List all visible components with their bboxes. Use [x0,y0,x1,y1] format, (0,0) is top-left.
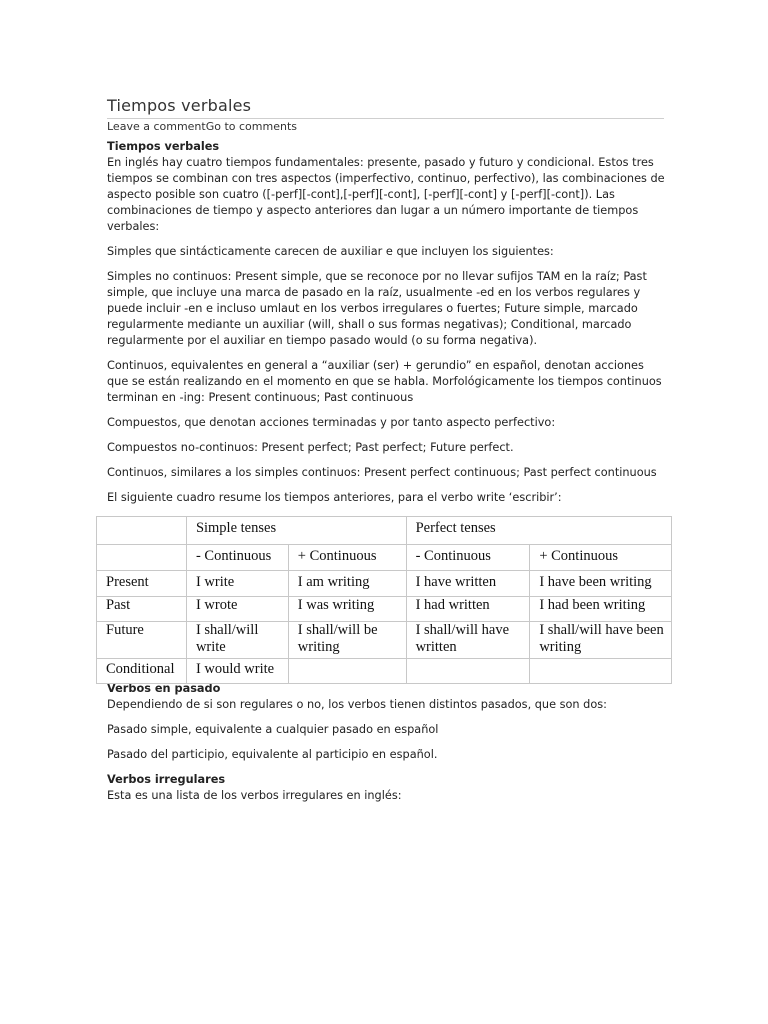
verb-tenses-table [96,516,672,684]
section-heading: Tiempos verbales [107,140,220,153]
row-label: Present [97,571,187,597]
table-cell: I have been writing [530,571,672,597]
table-group-header: Simple tenses [186,517,406,545]
post-title: Tiempos verbales [107,96,252,115]
paragraph: Esta es una lista de los verbos irregulares en inglés: [107,789,402,802]
table-cell: I had written [406,597,530,622]
paragraph: Simples no continuos: Present simple, que se reconoce por no llevar sufijos TAM en la raíz; Past simple, que incluye una marca de pasado en la raíz, usualmente -ed en los verbos regulares y puede incluir -en e incluso umlaut en los verbos irregulares o fuertes; Future simple, marcado regularmente mediante un auxiliar (will, shall o sus formas negativas); Conditional, marcado regularmente por el auxiliar en tiempo pasado would (o su forma negativa). [107,270,647,347]
section-heading: Verbos en pasado [107,682,221,695]
table-subheader: + Continuous [530,545,672,571]
paragraph: Dependiendo de si son regulares o no, los verbos tienen distintos pasados, que son dos: [107,698,607,711]
table-row [97,659,672,684]
table-cell: I write [186,571,288,597]
post-body [107,139,667,515]
table-header-row [97,517,672,545]
table-cell: I shall/will have been writing [530,622,672,659]
table-cell: I had been writing [530,597,672,622]
section-heading: Verbos irregulares [107,773,226,786]
table-subheader: - Continuous [186,545,288,571]
table-group-header: Perfect tenses [406,517,671,545]
paragraph: Compuestos, que denotan acciones terminadas y por tanto aspecto perfectivo: [107,416,556,429]
table-cell: I am writing [288,571,406,597]
table-row [97,597,672,622]
table-cell: I would write [186,659,288,684]
table-corner-cell [97,545,187,571]
table-cell: I shall/will write [186,622,288,659]
go-to-comments-link[interactable]: Go to comments [205,120,298,133]
table-cell: I wrote [186,597,288,622]
paragraph: Compuestos no-continuos: Present perfect; Past perfect; Future perfect. [107,441,514,454]
post-meta [107,120,297,133]
paragraph: El siguiente cuadro resume los tiempos anteriores, para el verbo write ‘escribir’: [107,491,562,504]
row-label: Conditional [97,659,187,684]
row-label: Future [97,622,187,659]
table-subheader-row [97,545,672,571]
post-body-continued [107,681,667,813]
paragraph: Continuos, equivalentes en general a “auxiliar (ser) + gerundio” en español, denotan acciones que se están realizando en el momento en que se habla. Morfológicamente los tiempos continuos terminan en -ing: Present continuous; Past continuous [107,359,662,404]
table-cell: I have written [406,571,530,597]
table-cell [288,659,406,684]
paragraph: Pasado simple, equivalente a cualquier pasado en español [107,723,439,736]
paragraph: Pasado del participio, equivalente al participio en español. [107,748,438,761]
row-label: Past [97,597,187,622]
paragraph: Continuos, similares a los simples continuos: Present perfect continuous; Past perfect continuous [107,466,657,479]
table-row [97,622,672,659]
title-divider [107,118,664,119]
table-cell [530,659,672,684]
table-subheader: + Continuous [288,545,406,571]
table-subheader: - Continuous [406,545,530,571]
table-cell: I shall/will be writing [288,622,406,659]
table-cell: I was writing [288,597,406,622]
table-row [97,571,672,597]
table-cell: I shall/will have written [406,622,530,659]
table-corner-cell [97,517,187,545]
leave-comment-link[interactable]: Leave a comment [107,120,206,133]
paragraph: Simples que sintácticamente carecen de auxiliar e que incluyen los siguientes: [107,245,554,258]
paragraph: En inglés hay cuatro tiempos fundamentales: presente, pasado y futuro y condicional. Estos tres tiempos se combinan con tres aspectos (imperfectivo, continuo, perfectivo), las combinaciones de aspecto posible son cuatro ([-perf][-cont],[-perf][-cont], [-perf][-cont] y [-perf][-cont]). Las combinaciones de tiempo y aspecto anteriores dan lugar a un número importante de tiempos verbales: [107,156,665,233]
table-cell [406,659,530,684]
